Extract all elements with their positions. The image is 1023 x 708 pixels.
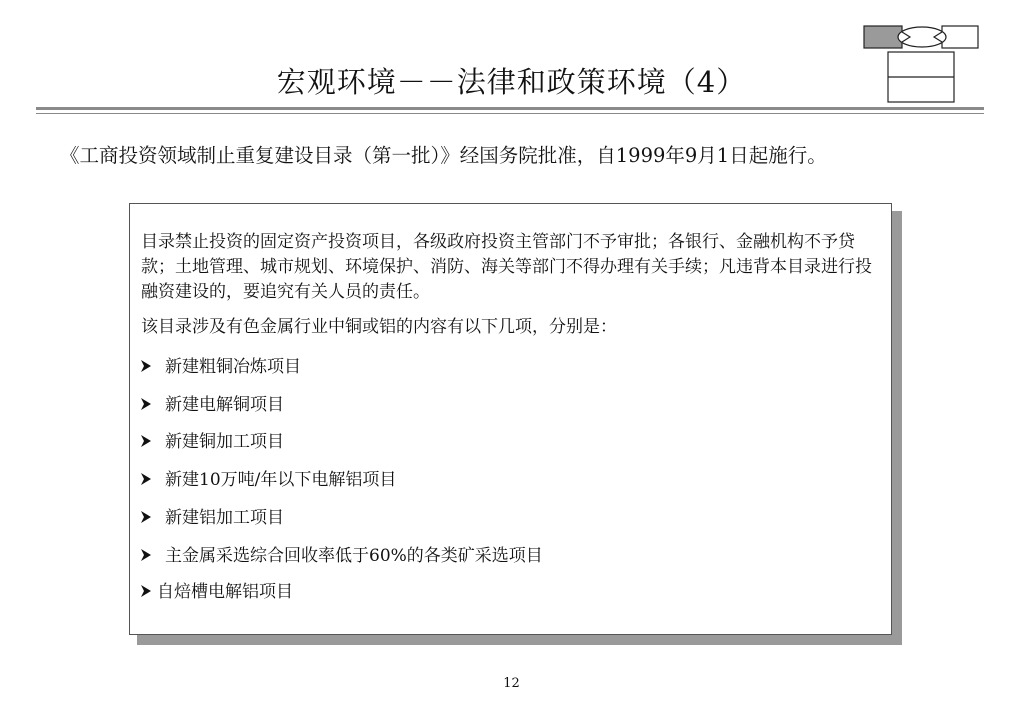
arrow-bullet-icon: [141, 360, 151, 372]
list-item-label: 新建铝加工项目: [165, 508, 284, 528]
list-item: [141, 468, 396, 492]
arrow-bullet-icon: [141, 398, 151, 410]
arrow-bullet-icon: [141, 435, 151, 447]
title-rule: [36, 107, 984, 110]
list-item: [141, 393, 284, 417]
title-rule-thin: [36, 113, 984, 114]
subtitle: 《工商投资领域制止重复建设目录（第一批）》经国务院批准，自1999年9月1日起施行。: [60, 144, 827, 167]
list-item: [141, 355, 301, 379]
list-item-label: 新建铜加工项目: [165, 432, 284, 452]
list-item-label: 新建粗铜冶炼项目: [165, 357, 301, 377]
list-item: [141, 430, 284, 454]
list-item-label: 新建10万吨/年以下电解铝项目: [165, 470, 397, 490]
arrow-bullet-icon: [141, 549, 151, 561]
arrow-bullet-icon: [141, 585, 151, 597]
arrow-bullet-icon: [141, 511, 151, 523]
list-item: [141, 506, 284, 530]
list-item-label: 新建电解铜项目: [165, 395, 284, 415]
page-number: 12: [503, 676, 520, 691]
arrow-bullet-icon: [141, 473, 151, 485]
list-item-label: 自焙槽电解铝项目: [157, 582, 293, 602]
page-title: 宏观环境－－法律和政策环境（4）: [276, 65, 747, 99]
list-item: [141, 580, 293, 604]
lead-paragraph: 该目录涉及有色金属行业中铜或铝的内容有以下几项，分别是：: [141, 317, 617, 337]
list-item-label: 主金属采选综合回收率低于60%的各类矿采选项目: [165, 546, 543, 566]
intro-paragraph: 目录禁止投资的固定资产投资项目，各级政府投资主管部门不予审批；各银行、金融机构不予贷款；土地管理、城市规划、环境保护、消防、海关等部门不得办理有关手续；凡违背本目录进行投融资建设的，要追究有关人员的责任。: [141, 232, 872, 302]
list-item: [141, 544, 543, 568]
